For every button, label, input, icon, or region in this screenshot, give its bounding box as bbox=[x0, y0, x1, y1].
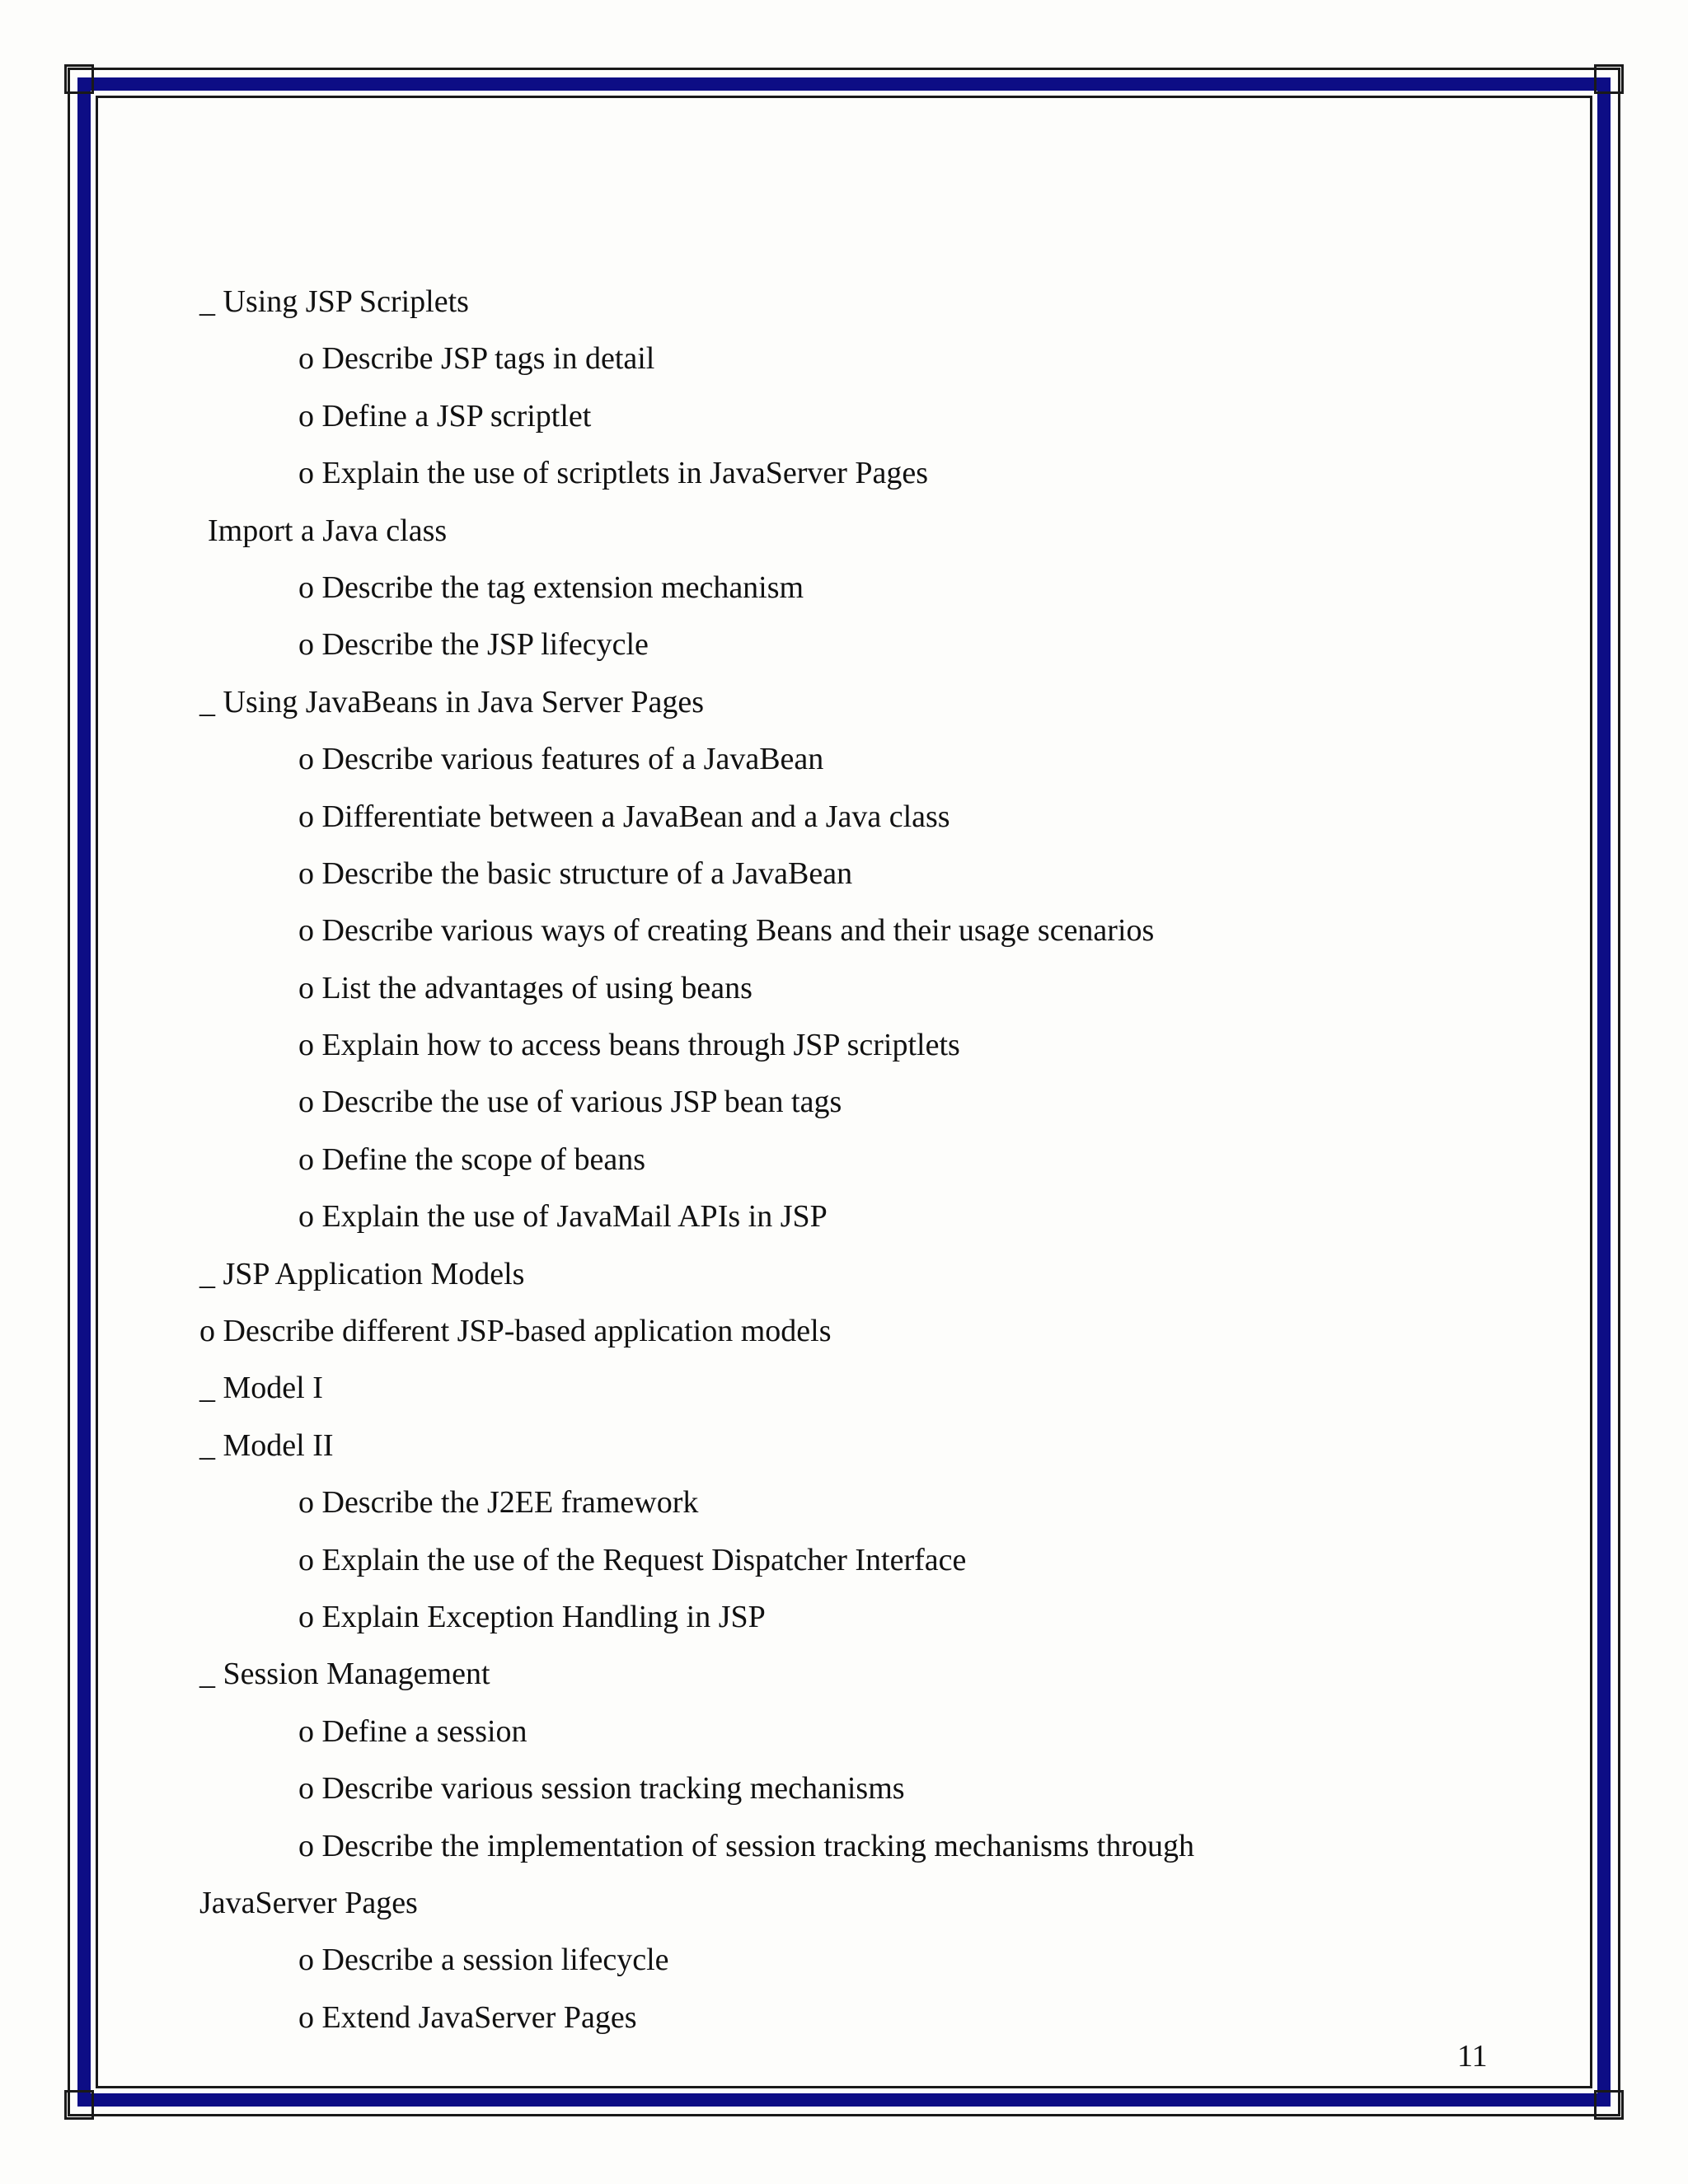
outline-item: _ Using JSP Scriplets bbox=[199, 284, 469, 319]
outline-subitem: o Differentiate between a JavaBean and a Java class bbox=[298, 799, 950, 834]
outline-subitem: o Extend JavaServer Pages bbox=[298, 1999, 637, 2035]
outline-subitem: o Describe the JSP lifecycle bbox=[298, 627, 649, 663]
outline-item: JavaServer Pages bbox=[199, 1885, 418, 1920]
page-number: 11 bbox=[1457, 2039, 1488, 2074]
outline-subitem: o Describe various features of a JavaBean bbox=[298, 742, 824, 777]
outline-subitem: o Describe the use of various JSP bean tags bbox=[298, 1085, 842, 1120]
outline-subitem: o Define a session bbox=[298, 1713, 528, 1749]
outline-subitem: o Describe JSP tags in detail bbox=[298, 341, 655, 377]
border-corner-ornament bbox=[1594, 64, 1624, 94]
outline-subitem: o Describe various session tracking mechanisms bbox=[298, 1771, 905, 1807]
outline-subitem: o Describe the implementation of session tracking mechanisms through bbox=[298, 1828, 1194, 1863]
outline-subitem: o Define the scope of beans bbox=[298, 1141, 646, 1177]
outline-item: o Describe different JSP-based application models bbox=[199, 1314, 832, 1349]
outline-item: _ Model II bbox=[199, 1427, 334, 1463]
border-corner-ornament bbox=[64, 2090, 94, 2120]
outline-subitem: o Describe a session lifecycle bbox=[298, 1943, 669, 1978]
outline-item: _ Session Management bbox=[199, 1657, 490, 1692]
outline-subitem: o Explain how to access beans through JSP scriptlets bbox=[298, 1028, 960, 1063]
outline-subitem: o Explain the use of JavaMail APIs in JSP bbox=[298, 1199, 828, 1235]
outline-item: _ JSP Application Models bbox=[199, 1256, 525, 1291]
outline-subitem: o Explain the use of scriptlets in JavaServer Pages bbox=[298, 456, 929, 491]
border-corner-ornament bbox=[1594, 2090, 1624, 2120]
outline-item: Import a Java class bbox=[208, 513, 448, 548]
outline-subitem: o Define a JSP scriptlet bbox=[298, 398, 592, 434]
outline-subitem: o Explain Exception Handling in JSP bbox=[298, 1599, 766, 1634]
outline-subitem: o Explain the use of the Request Dispatcher Interface bbox=[298, 1542, 967, 1577]
outline-subitem: o Describe the J2EE framework bbox=[298, 1485, 699, 1521]
border-corner-ornament bbox=[64, 64, 94, 94]
outline-subitem: o Describe various ways of creating Beans and their usage scenarios bbox=[298, 913, 1155, 949]
outline-item: _ Using JavaBeans in Java Server Pages bbox=[199, 684, 705, 719]
outline-item: _ Model I bbox=[199, 1371, 323, 1406]
outline-subitem: o Describe the tag extension mechanism bbox=[298, 569, 804, 605]
syllabus-outline bbox=[0, 274, 1688, 2046]
outline-subitem: o List the advantages of using beans bbox=[298, 970, 753, 1005]
outline-subitem: o Describe the basic structure of a JavaBean bbox=[298, 855, 853, 891]
